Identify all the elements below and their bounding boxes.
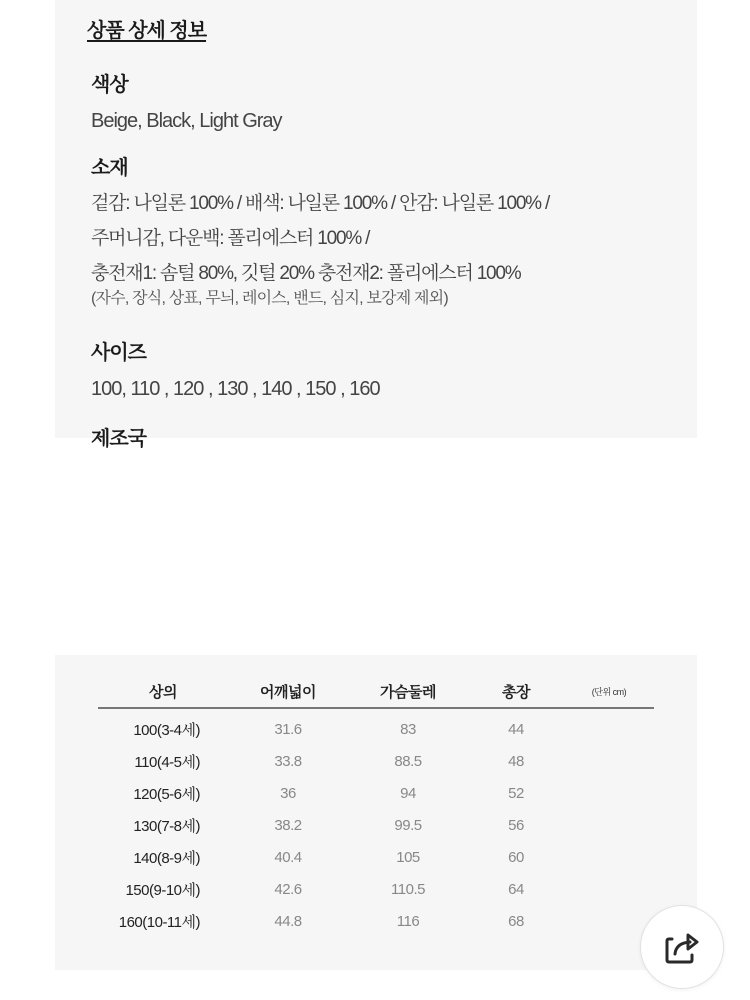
shoulder-cell: 42.6 xyxy=(274,880,302,898)
color-section xyxy=(91,72,282,134)
share-icon xyxy=(662,927,702,967)
size-heading: 사이즈 xyxy=(91,342,146,364)
length-cell: 52 xyxy=(508,784,524,802)
color-heading: 색상 xyxy=(91,74,128,96)
length-cell: 68 xyxy=(508,912,524,930)
table-row xyxy=(98,809,654,841)
length-cell: 64 xyxy=(508,880,524,898)
chest-cell: 99.5 xyxy=(394,816,422,834)
unit-note: (단위 cm) xyxy=(564,675,654,708)
column-header-top: 상의 xyxy=(98,675,228,708)
table-row xyxy=(98,777,654,809)
size-chart-table xyxy=(98,675,654,937)
shoulder-cell: 33.8 xyxy=(274,752,302,770)
size-cell: 130(7-8세) xyxy=(133,817,200,835)
chest-cell: 105 xyxy=(396,848,420,866)
shoulder-cell: 36 xyxy=(280,784,296,802)
table-row xyxy=(98,841,654,873)
size-cell: 150(9-10세) xyxy=(125,881,200,899)
shoulder-cell: 31.6 xyxy=(274,720,302,738)
length-cell: 44 xyxy=(508,720,524,738)
size-value: 100, 110 , 120 , 130 , 140 , 150 , 160 xyxy=(91,378,380,400)
column-header-length: 총장 xyxy=(468,675,564,708)
size-cell: 100(3-4세) xyxy=(133,721,200,739)
size-cell: 160(10-11세) xyxy=(118,913,200,931)
length-cell: 56 xyxy=(508,816,524,834)
origin-heading: 제조국 xyxy=(91,428,146,450)
size-cell: 110(4-5세) xyxy=(134,753,200,771)
material-line-3: 충전재1: 솜털 80%, 깃털 20% 충전재2: 폴리에스터 100% xyxy=(91,263,521,284)
material-line-1: 겉감: 나일론 100% / 배색: 나일론 100% / 안감: 나일론 100% / xyxy=(91,193,550,214)
size-section xyxy=(91,340,380,402)
shoulder-cell: 44.8 xyxy=(274,912,302,930)
share-button[interactable] xyxy=(640,905,724,989)
product-info-panel xyxy=(55,0,697,450)
chest-cell: 83 xyxy=(400,720,416,738)
origin-section xyxy=(91,426,146,452)
chest-cell: 88.5 xyxy=(394,752,422,770)
column-header-chest: 가슴둘레 xyxy=(348,675,468,708)
size-cell: 140(8-9세) xyxy=(133,849,200,867)
table-row xyxy=(98,708,654,745)
shoulder-cell: 38.2 xyxy=(274,816,302,834)
chest-cell: 110.5 xyxy=(391,880,425,898)
table-header-row xyxy=(98,675,654,708)
material-section xyxy=(91,155,549,309)
column-header-shoulder: 어깨넓이 xyxy=(228,675,348,708)
color-value: Beige, Black, Light Gray xyxy=(91,110,282,132)
length-cell: 48 xyxy=(508,752,524,770)
material-note: (자수, 장식, 상표, 무늬, 레이스, 밴드, 심지, 보강제 제외) xyxy=(91,290,448,307)
chest-cell: 116 xyxy=(396,912,420,930)
length-cell: 60 xyxy=(508,848,524,866)
material-heading: 소재 xyxy=(91,157,128,179)
table-row xyxy=(98,873,654,905)
table-row xyxy=(98,905,654,937)
product-info-title: 상품 상세 정보 xyxy=(87,20,207,42)
size-chart-panel xyxy=(55,655,697,970)
material-line-2: 주머니감, 다운백: 폴리에스터 100% / xyxy=(91,228,370,249)
size-cell: 120(5-6세) xyxy=(133,785,200,803)
table-row xyxy=(98,745,654,777)
shoulder-cell: 40.4 xyxy=(274,848,302,866)
chest-cell: 94 xyxy=(400,784,416,802)
